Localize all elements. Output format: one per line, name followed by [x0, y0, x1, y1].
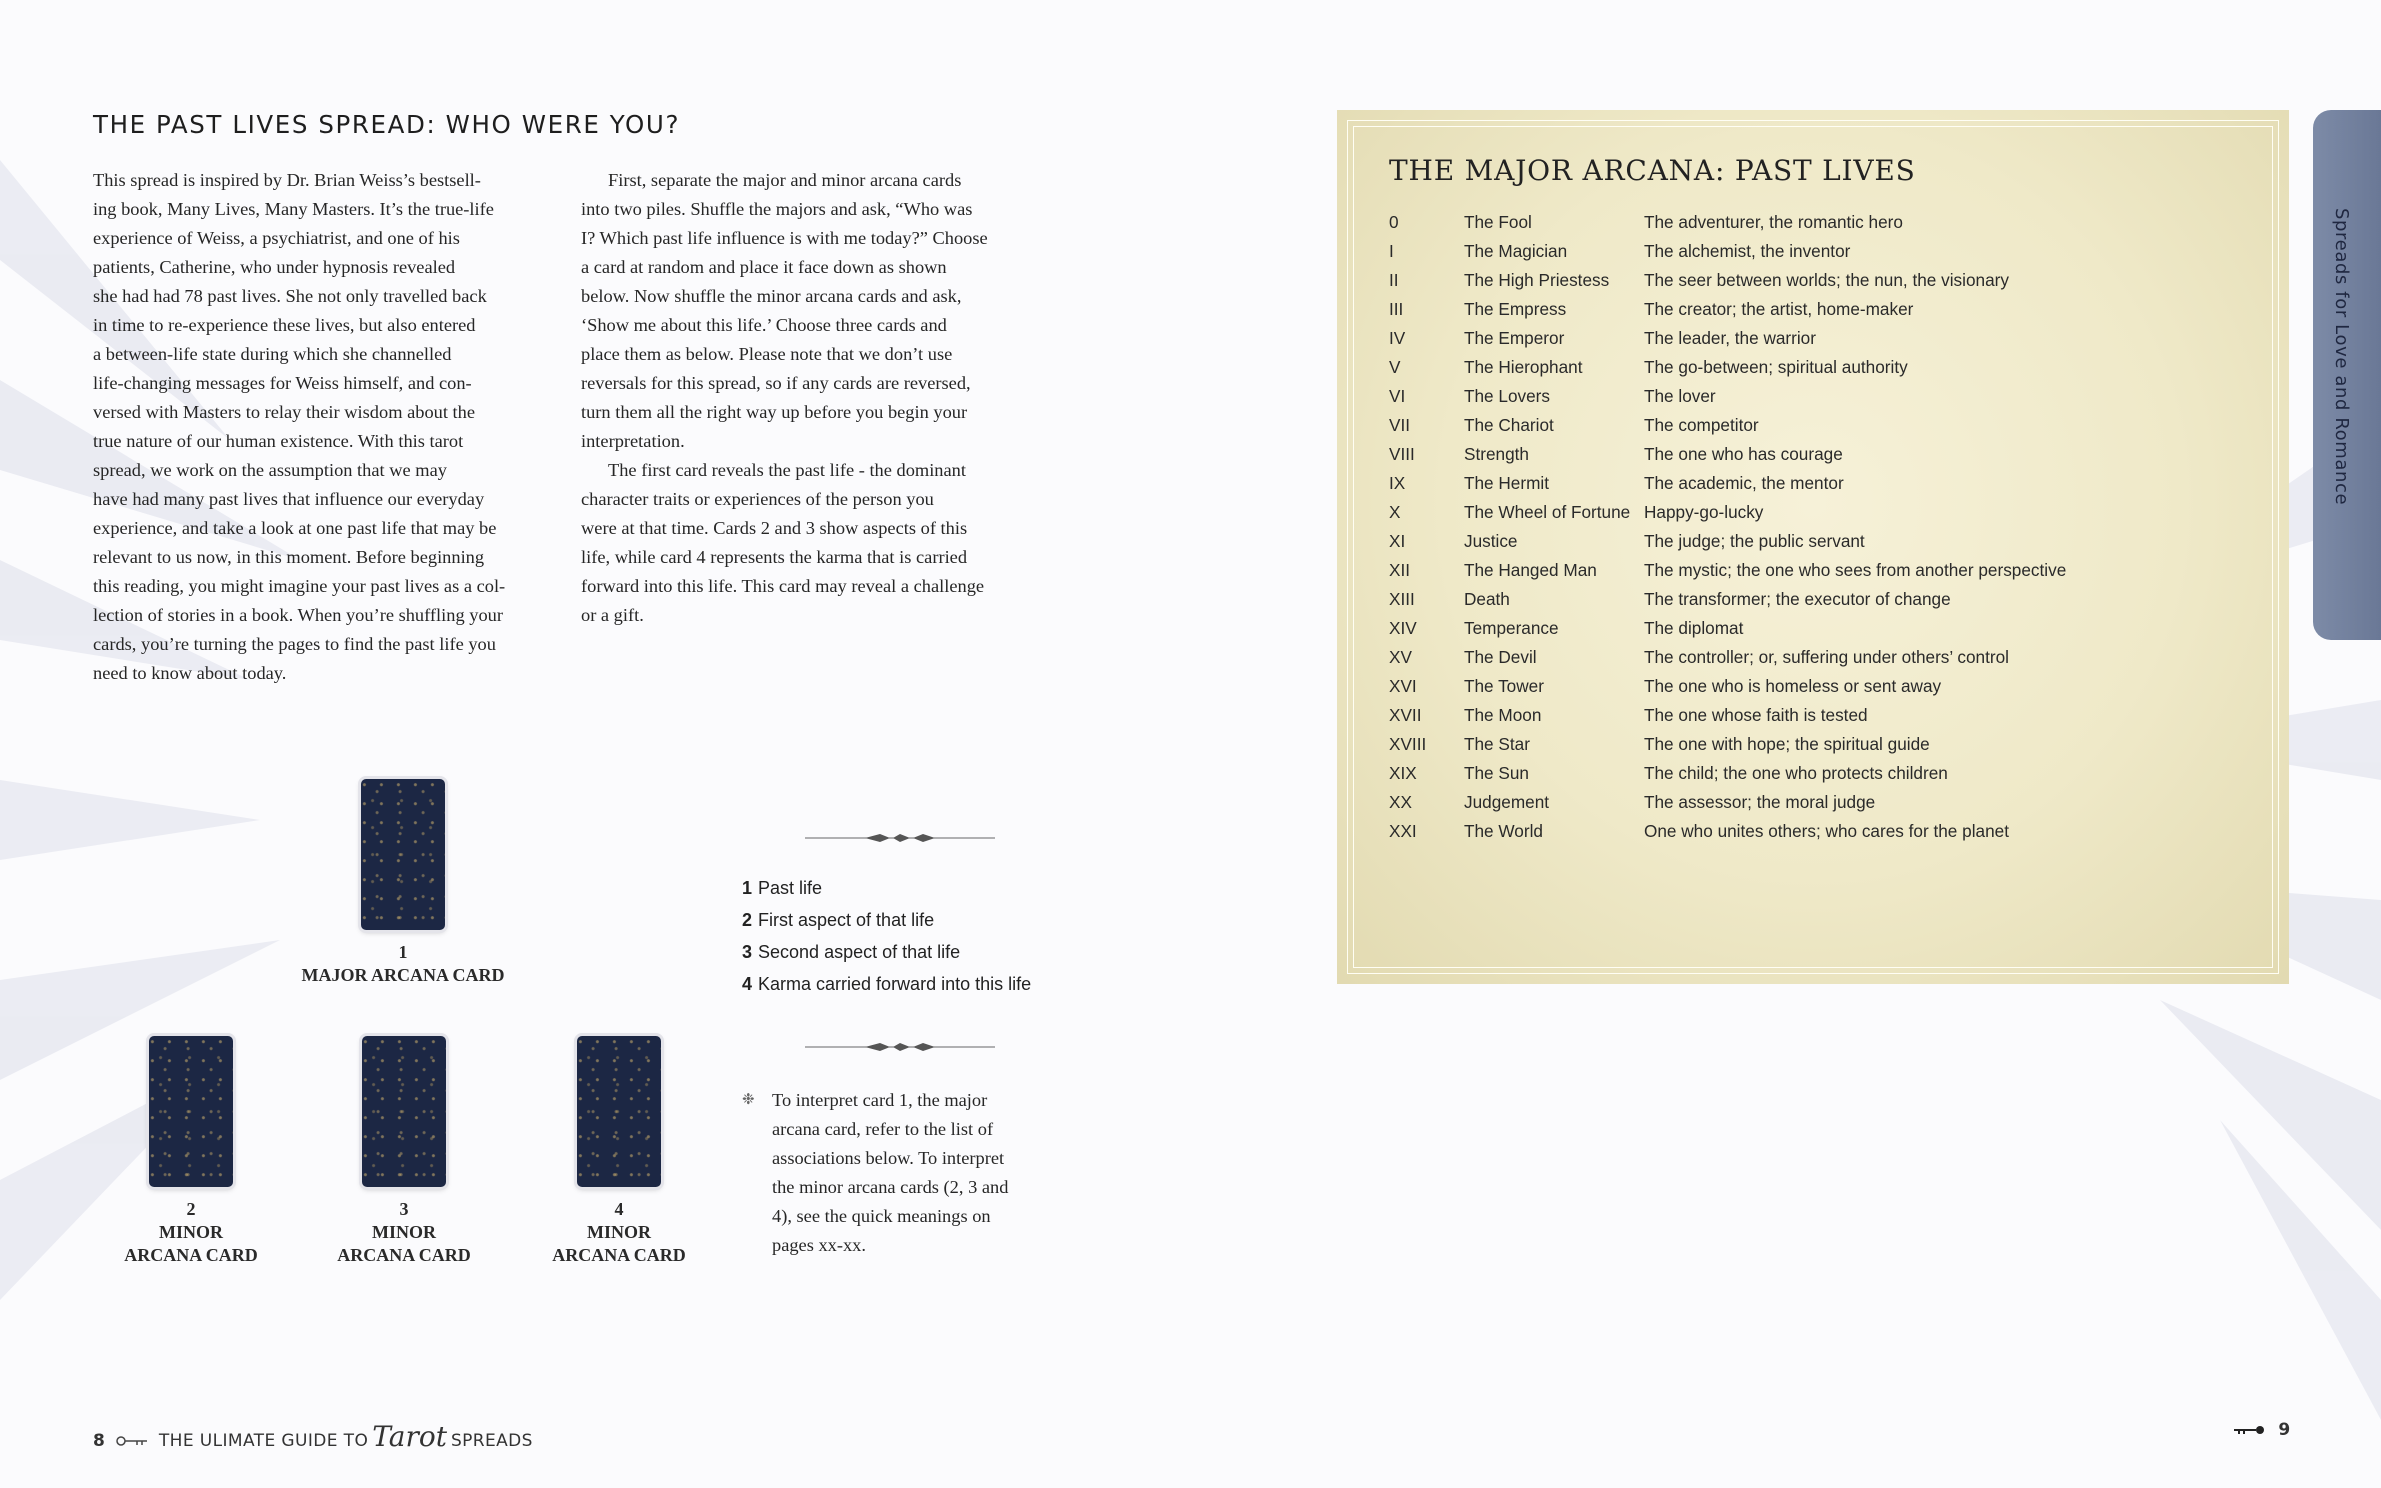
arcana-name: Justice [1464, 531, 1518, 551]
card-number: 3 [399, 1199, 409, 1219]
arcana-meaning: One who unites others; who cares for the planet [1644, 821, 2009, 841]
arcana-meaning: The mystic; the one who sees from another perspective [1644, 560, 2067, 580]
card-number: 4 [614, 1199, 624, 1219]
arcana-name: Temperance [1464, 618, 1559, 638]
text-line: interpretation. [581, 431, 685, 451]
text-line: place them as below. Please note that we don’t use [581, 344, 953, 364]
arcana-name: The Emperor [1464, 328, 1565, 348]
arcana-numeral: XI [1389, 531, 1406, 551]
arcana-name: Death [1464, 589, 1510, 609]
card-1-image [361, 779, 445, 930]
card-type: MINOR [372, 1222, 436, 1242]
arcana-row [1389, 643, 2066, 672]
arcana-numeral: XVII [1389, 705, 1422, 725]
legend-item [742, 968, 1031, 1000]
arcana-meaning: The one with hope; the spiritual guide [1644, 734, 1930, 754]
arcana-row [1389, 237, 2066, 266]
arcana-name: Judgement [1464, 792, 1550, 812]
intro-column [93, 166, 563, 688]
instructions-column [581, 166, 1051, 630]
card-3-image [362, 1036, 446, 1187]
legend-text: Past life [758, 878, 823, 898]
arcana-numeral: XV [1389, 647, 1412, 667]
card-4-image [577, 1036, 661, 1187]
legend-text: First aspect of that life [758, 910, 935, 930]
arcana-meaning: The assessor; the moral judge [1644, 792, 1876, 812]
text-line: a card at random and place it face down as shown [581, 257, 947, 277]
intro-paragraph [93, 166, 563, 688]
text-line: the minor arcana cards (2, 3 and [772, 1177, 1009, 1197]
text-line: lection of stories in a book. When you’re shuffling your [93, 605, 503, 625]
text-line: a between-life state during which she channelled [93, 344, 452, 364]
legend-text: Second aspect of that life [758, 942, 961, 962]
arcana-name: The Tower [1464, 676, 1544, 696]
text-line: or a gift. [581, 605, 644, 625]
text-line: experience of Weiss, a psychiatrist, and one of his [93, 228, 460, 248]
arcana-numeral: XVIII [1389, 734, 1427, 754]
arcana-name: The Empress [1464, 299, 1567, 319]
card-type-line2: ARCANA CARD [337, 1245, 471, 1265]
arcana-row [1389, 498, 2066, 527]
text-line: in time to re-experience these lives, but also entered [93, 315, 476, 335]
arcana-numeral: XXI [1389, 821, 1417, 841]
legend-number: 1 [742, 878, 753, 898]
arcana-meaning: The lover [1644, 386, 1716, 406]
legend-text: Karma carried forward into this life [758, 974, 1032, 994]
card-type: MAJOR ARCANA CARD [301, 965, 505, 985]
spread-heading: THE PAST LIVES SPREAD: WHO WERE YOU? [93, 110, 681, 139]
text-line: versed with Masters to relay their wisdom about the [93, 402, 476, 422]
card-1-label [253, 941, 553, 987]
book-title-start: THE ULIMATE GUIDE TO [158, 1431, 369, 1451]
card-type-line2: ARCANA CARD [124, 1245, 258, 1265]
arcana-row [1389, 614, 2066, 643]
left-page [0, 0, 1190, 1488]
arcana-row [1389, 324, 2066, 353]
arcana-meaning: The adventurer, the romantic hero [1644, 212, 1903, 232]
flower-bullet-icon: ❉ [742, 1092, 755, 1108]
arcana-numeral: XIII [1389, 589, 1415, 609]
card-number: 1 [398, 942, 408, 962]
card-4-label [519, 1198, 719, 1267]
interpretation-note [742, 1086, 1062, 1260]
arcana-numeral: XII [1389, 560, 1411, 580]
text-line: spread, we work on the assumption that we may [93, 460, 447, 480]
arcana-row [1389, 382, 2066, 411]
arcana-name: The Hermit [1464, 473, 1549, 493]
arcana-meaning: The one who is homeless or sent away [1644, 676, 1942, 696]
arcana-name: The Fool [1464, 212, 1532, 232]
instructions-paragraph-2 [581, 456, 1051, 630]
arcana-numeral: XX [1389, 792, 1412, 812]
arcana-numeral: II [1389, 270, 1399, 290]
arcana-meaning: The controller; or, suffering under others’ control [1644, 647, 2009, 667]
ornament-divider-bottom [805, 1039, 995, 1055]
page-number-right: 9 [2278, 1420, 2291, 1440]
arcana-meaning: The creator; the artist, home-maker [1644, 299, 1914, 319]
arcana-meaning: The alchemist, the inventor [1644, 241, 1851, 261]
text-line: The first card reveals the past life - the dominant [608, 460, 966, 480]
card-position-legend [742, 872, 1031, 1000]
arcana-table [1389, 208, 2066, 846]
text-line: forward into this life. This card may reveal a challenge [581, 576, 985, 596]
arcana-meaning: The transformer; the executor of change [1644, 589, 1951, 609]
text-line: were at that time. Cards 2 and 3 show aspects of this [581, 518, 968, 538]
arcana-meaning: The judge; the public servant [1644, 531, 1865, 551]
footer-right [2232, 1420, 2291, 1440]
footer-left [93, 1420, 533, 1453]
book-title-end: SPREADS [450, 1431, 533, 1451]
arcana-name: The Chariot [1464, 415, 1554, 435]
text-line: I? Which past life influence is with me today?” Choose [581, 228, 988, 248]
ornament-divider-top [805, 830, 995, 846]
arcana-name: The Wheel of Fortune [1464, 502, 1631, 522]
major-arcana-panel [1337, 110, 2289, 984]
book-title-script: Tarot [372, 1420, 447, 1453]
text-line: true nature of our human existence. With this tarot [93, 431, 464, 451]
legend-item [742, 904, 1031, 936]
text-line: experience, and take a look at one past life that may be [93, 518, 497, 538]
arcana-meaning: The seer between worlds; the nun, the visionary [1644, 270, 2009, 290]
text-line: cards, you’re turning the pages to find the past life you [93, 634, 496, 654]
text-line: life-changing messages for Weiss himself, and con- [93, 373, 472, 393]
arcana-numeral: 0 [1389, 212, 1399, 232]
arcana-row [1389, 730, 2066, 759]
legend-item [742, 936, 1031, 968]
arcana-name: The World [1464, 821, 1543, 841]
arcana-name: The Lovers [1464, 386, 1550, 406]
arcana-name: The Sun [1464, 763, 1529, 783]
arcana-name: The Magician [1464, 241, 1568, 261]
text-line: ‘Show me about this life.’ Choose three cards and [581, 315, 947, 335]
arcana-row [1389, 469, 2066, 498]
arcana-numeral: VII [1389, 415, 1411, 435]
text-line: character traits or experiences of the person you [581, 489, 934, 509]
text-line: First, separate the major and minor arcana cards [608, 170, 962, 190]
chapter-side-tab[interactable] [2313, 110, 2381, 640]
arcana-numeral: XIV [1389, 618, 1417, 638]
arcana-row [1389, 208, 2066, 237]
instructions-paragraph-1 [581, 166, 1051, 456]
arcana-name: The Star [1464, 734, 1530, 754]
arcana-numeral: VI [1389, 386, 1406, 406]
arcana-numeral: VIII [1389, 444, 1415, 464]
arcana-row [1389, 672, 2066, 701]
arcana-meaning: The leader, the warrior [1644, 328, 1816, 348]
text-line: reversals for this spread, so if any cards are reversed, [581, 373, 971, 393]
note-text [772, 1086, 1062, 1260]
arcana-meaning: The one whose faith is tested [1644, 705, 1868, 725]
card-type-line2: ARCANA CARD [552, 1245, 686, 1265]
arcana-row [1389, 295, 2066, 324]
arcana-numeral: V [1389, 357, 1401, 377]
text-line: into two piles. Shuffle the majors and ask, “Who was [581, 199, 973, 219]
arcana-name: The Devil [1464, 647, 1537, 667]
card-type: MINOR [159, 1222, 223, 1242]
arcana-meaning: The academic, the mentor [1644, 473, 1844, 493]
text-line: need to know about today. [93, 663, 287, 683]
arcana-meaning: The one who has courage [1644, 444, 1843, 464]
arcana-row [1389, 266, 2066, 295]
arcana-meaning: Happy-go-lucky [1644, 502, 1764, 522]
arcana-row [1389, 788, 2066, 817]
arcana-name: The Moon [1464, 705, 1542, 725]
arcana-row [1389, 585, 2066, 614]
arcana-meaning: The child; the one who protects children [1644, 763, 1948, 783]
arcana-name: The High Priestess [1464, 270, 1610, 290]
arcana-meaning: The competitor [1644, 415, 1759, 435]
arcana-row [1389, 701, 2066, 730]
legend-number: 2 [742, 910, 753, 930]
arcana-numeral: IV [1389, 328, 1406, 348]
arcana-numeral: XIX [1389, 763, 1417, 783]
legend-number: 4 [742, 974, 753, 994]
key-ornament-icon [115, 1435, 149, 1447]
card-3-label [304, 1198, 504, 1267]
text-line: life, while card 4 represents the karma that is carried [581, 547, 968, 567]
text-line: below. Now shuffle the minor arcana cards and ask, [581, 286, 962, 306]
arcana-numeral: IX [1389, 473, 1406, 493]
arcana-numeral: XVI [1389, 676, 1417, 696]
card-type: MINOR [587, 1222, 651, 1242]
legend-number: 3 [742, 942, 753, 962]
panel-title: THE MAJOR ARCANA: PAST LIVES [1389, 154, 1916, 187]
text-line: arcana card, refer to the list of [772, 1119, 994, 1139]
arcana-row [1389, 817, 2066, 846]
arcana-numeral: III [1389, 299, 1404, 319]
text-line: this reading, you might imagine your past lives as a col- [93, 576, 506, 596]
text-line: patients, Catherine, who under hypnosis revealed [93, 257, 456, 277]
arcana-name: Strength [1464, 444, 1529, 464]
arcana-numeral: X [1389, 502, 1401, 522]
chapter-tab-label: Spreads for Love and Romance [2331, 208, 2352, 506]
arcana-row [1389, 527, 2066, 556]
arcana-row [1389, 759, 2066, 788]
text-line: associations below. To interpret [772, 1148, 1005, 1168]
card-2-label [91, 1198, 291, 1267]
legend-item [742, 872, 1031, 904]
text-line: pages xx-xx. [772, 1235, 866, 1255]
arcana-meaning: The go-between; spiritual authority [1644, 357, 1908, 377]
arcana-name: The Hierophant [1464, 357, 1583, 377]
key-ornament-icon [2232, 1424, 2266, 1436]
card-2-image [149, 1036, 233, 1187]
text-line: turn them all the right way up before you begin your [581, 402, 968, 422]
arcana-meaning: The diplomat [1644, 618, 1744, 638]
text-line: To interpret card 1, the major [772, 1090, 988, 1110]
page-number-left: 8 [93, 1431, 106, 1451]
text-line: This spread is inspired by Dr. Brian Weiss’s bestsell- [93, 170, 481, 190]
card-number: 2 [186, 1199, 196, 1219]
arcana-name: The Hanged Man [1464, 560, 1597, 580]
arcana-row [1389, 353, 2066, 382]
text-line: have had many past lives that influence our everyday [93, 489, 485, 509]
text-line: she had had 78 past lives. She not only travelled back [93, 286, 487, 306]
arcana-row [1389, 556, 2066, 585]
arcana-numeral: I [1389, 241, 1394, 261]
arcana-row [1389, 440, 2066, 469]
text-line: ing book, Many Lives, Many Masters. It’s the true-life [93, 199, 494, 219]
text-line: 4), see the quick meanings on [772, 1206, 991, 1226]
text-line: relevant to us now, in this moment. Before beginning [93, 547, 485, 567]
arcana-row [1389, 411, 2066, 440]
